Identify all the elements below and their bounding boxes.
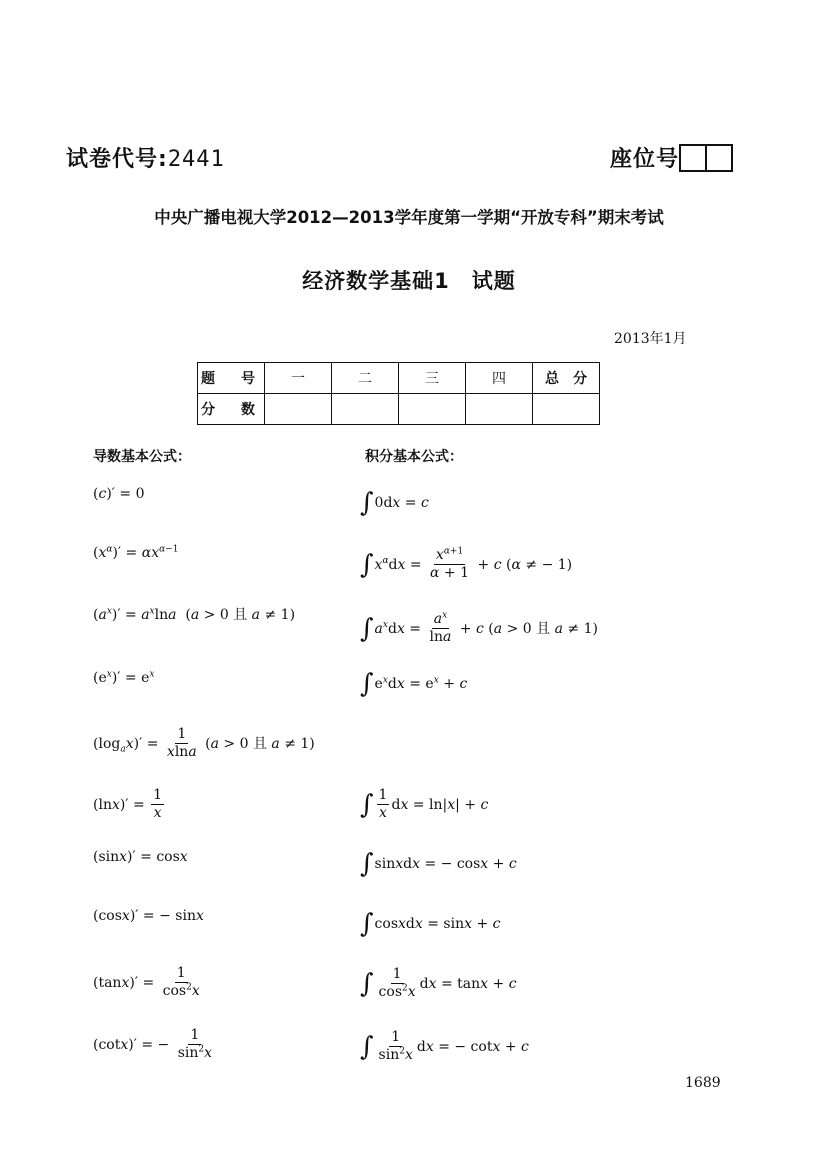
integrals-heading: 积分基本公式： bbox=[365, 449, 463, 465]
score-cell[interactable] bbox=[399, 394, 466, 425]
integral-sign-icon: ∫ bbox=[360, 549, 374, 580]
column-header: 二 bbox=[332, 363, 399, 394]
derivative-formula-tan: (tanx)′ = $\frac{1}{\cos^2x}$ bbox=[93, 965, 200, 1000]
derivative-formula-sin: (sinx)′ = cosx bbox=[93, 849, 188, 865]
derivative-formula-natural-exp: $(e^x)' = e^x$ bbox=[93, 669, 155, 686]
integral-formula-natural-exp: $\int e^xdx = e^x + c$ bbox=[360, 669, 468, 699]
integral-sign-icon: ∫ bbox=[360, 849, 374, 879]
integral-sign-icon: ∫ bbox=[360, 968, 374, 999]
score-row-header: 分 数 bbox=[198, 394, 265, 425]
seat-box-1[interactable] bbox=[679, 144, 707, 172]
derivative-formula-power: $(x^\alpha)' = \alpha x^{\alpha-1}$ bbox=[93, 544, 179, 561]
integral-sign-icon: ∫ bbox=[360, 669, 374, 699]
integral-formula-csc-squared: ∫ $\frac{1}{\sin^2x}$ dx = − cotx + c bbox=[360, 1029, 529, 1064]
question-number-header: 题 号 bbox=[198, 363, 265, 394]
integral-sign-icon: ∫ bbox=[360, 613, 374, 644]
column-header: 一 bbox=[265, 363, 332, 394]
score-cell[interactable] bbox=[533, 394, 600, 425]
score-cell[interactable] bbox=[332, 394, 399, 425]
integral-sign-icon: ∫ bbox=[360, 789, 374, 820]
score-table bbox=[197, 362, 600, 425]
derivative-formula-exponential: $(a^x)' = a^x\ln a$ (a > 0 且 a ≠ 1) bbox=[93, 606, 296, 623]
integral-sign-icon: ∫ bbox=[360, 1031, 374, 1062]
integral-sign-icon: ∫ bbox=[360, 909, 374, 939]
table-row bbox=[198, 363, 600, 394]
derivatives-heading: 导数基本公式： bbox=[93, 449, 191, 465]
score-cell[interactable] bbox=[466, 394, 533, 425]
integral-formula-power: $\int x^\alpha dx$ = $\frac{x^{\alpha+1}}{\alpha + 1}$ + c (α ≠ − 1) bbox=[360, 546, 573, 582]
derivative-formula-ln: (lnx)′ = $\frac{1}{x}$ bbox=[93, 787, 163, 822]
seat-number-label: 座位号 bbox=[610, 147, 680, 172]
derivative-formula-cos: (cosx)′ = − sinx bbox=[93, 908, 204, 924]
exam-date: 2013年1月 bbox=[614, 331, 687, 347]
integral-sign-icon: ∫ bbox=[360, 488, 374, 518]
column-header: 四 bbox=[466, 363, 533, 394]
derivative-formula-constant: (c)′ = 0 bbox=[93, 486, 145, 502]
exam-code-label: 试卷代号: bbox=[66, 147, 168, 172]
derivative-formula-log: $(\log_ax)'$ = $\frac{1}{xlna}$ (a > 0 且 a ≠ 1) bbox=[93, 726, 315, 761]
exam-code bbox=[66, 142, 225, 173]
integral-formula-sin: ∫sinxdx = − cosx + c bbox=[360, 849, 517, 879]
seat-number bbox=[610, 142, 733, 173]
exam-code-value: 2441 bbox=[167, 147, 225, 172]
score-cell[interactable] bbox=[265, 394, 332, 425]
integral-formula-exponential: $\int a^xdx$ = $\frac{a^x}{\ln a}$ + c (a > 0 且 a ≠ 1) bbox=[360, 610, 598, 646]
integral-formula-sec-squared: ∫ $\frac{1}{\cos^2x}$ dx = tanx + c bbox=[360, 966, 517, 1001]
page-title: 经济数学基础1 试题 bbox=[302, 269, 516, 293]
column-header: 三 bbox=[399, 363, 466, 394]
column-header: 总 分 bbox=[533, 363, 600, 394]
integral-formula-cos: ∫cosxdx = sinx + c bbox=[360, 909, 501, 939]
table-row bbox=[198, 394, 600, 425]
page-number: 1689 bbox=[685, 1075, 721, 1091]
seat-box-2[interactable] bbox=[707, 144, 733, 172]
exam-subtitle: 中央广播电视大学2012—2013学年度第一学期“开放专科”期末考试 bbox=[154, 208, 664, 227]
integral-formula-zero: ∫0dx = c bbox=[360, 488, 429, 518]
derivative-formula-cot: (cotx)′ = − $\frac{1}{\sin^2x}$ bbox=[93, 1027, 213, 1062]
integral-formula-reciprocal: ∫ $\frac{1}{x}$ dx = ln|x| + c bbox=[360, 787, 489, 822]
